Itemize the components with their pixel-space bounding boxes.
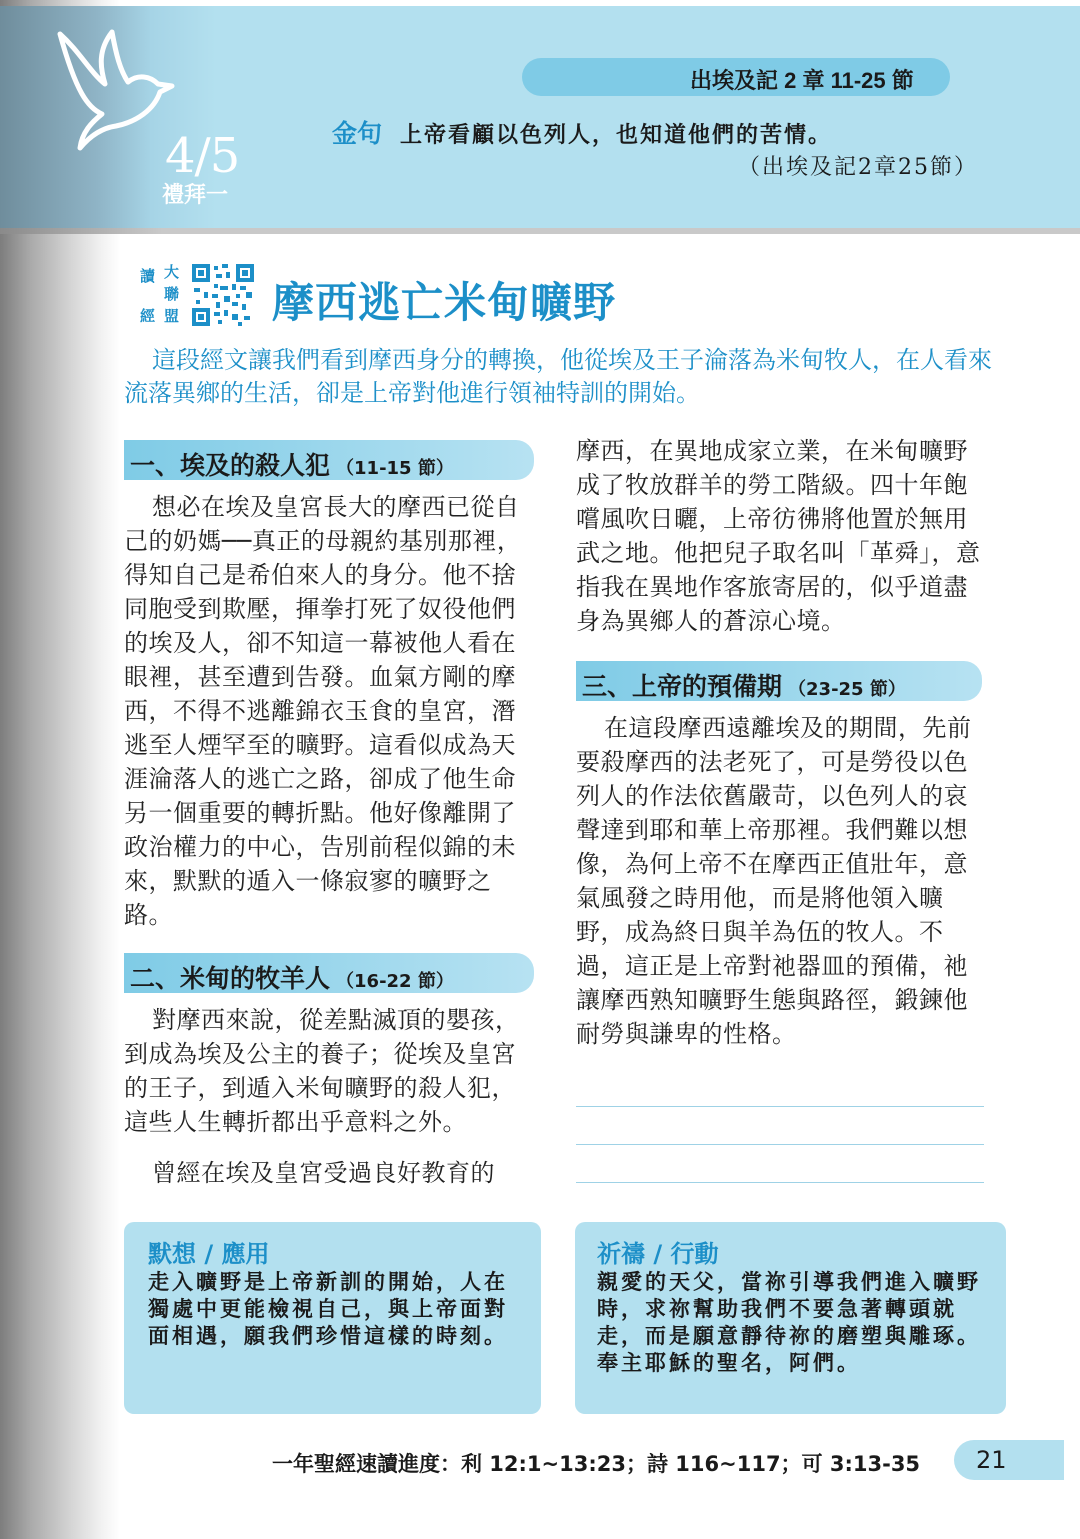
memory-verse-ref: （出埃及記2章25節）: [738, 155, 978, 180]
section-1-heading: [130, 446, 454, 482]
section-2-heading: [130, 959, 454, 995]
qr-label-char: 聯: [164, 285, 180, 303]
meditation-text: 走入曠野是上帝新訓的開始，人在獨處中更能檢視自己，與上帝面對面相遇，願我們珍惜這樣的時刻。: [148, 1269, 508, 1348]
section-1-body: 想必在埃及皇宮長大的摩西已從自己的奶媽──真正的母親約基別那裡，得知自己是希伯來人的身分。他不捨同胞受到欺壓，揮拳打死了奴役他們的埃及人，卻不知這一幕被他人看在眼裡，甚至遭到告發。血氣方剛的摩西，不得不逃離錦衣玉食的皇宮，潛逃至人煙罕至的曠野。這看似成為天涯淪落人的逃亡之路，卻成了他生命另一個重要的轉折點。他好像離開了政治權力的中心，告別前程似錦的未來，默默的遁入一條寂寥的曠野之路。: [124, 493, 522, 929]
reading-plan: 一年聖經速讀進度：利 12:1~13:23；詩 116~117；可 3:13-35: [272, 1452, 921, 1476]
page-title: 摩西逃亡米甸曠野: [272, 278, 617, 327]
section-3-body: 在這段摩西遠離埃及的期間，先前要殺摩西的法老死了，可是勞役以色列人的作法依舊嚴苛，以色列人的哀聲達到耶和華上帝那裡。我們難以想像，為何上帝不在摩西正值壯年，意氣風發之時用他，而是將他領入曠野，成為終日與羊為伍的牧人。不過，這正是上帝對祂器皿的預備，祂讓摩西熟知曠野生態與路徑，鍛鍊他耐勞與謙卑的性格。: [576, 714, 972, 1048]
qr-label: [138, 263, 188, 330]
note-line: [576, 1144, 984, 1145]
section-2-body-continued: 摩西，在異地成家立業，在米甸曠野成了牧放群羊的勞工階級。四十年飽嚐風吹日曬，上帝彷彿將他置於無用武之地。他把兒子取名叫「革舜」，意指我在異地作客旅寄居的，似乎道盡身為異鄉人的蒼涼心境。: [576, 437, 981, 635]
weekday: 禮拜一: [162, 183, 229, 208]
section-3-verses: （23-25 節）: [788, 679, 906, 700]
section-3-heading: [582, 667, 906, 703]
memory-verse-label: 金句: [332, 119, 383, 148]
section-2-verses: （16-22 節）: [336, 971, 454, 992]
intro-paragraph: 這段經文讓我們看到摩西身分的轉換，他從埃及王子淪落為米甸牧人，在人看來流落異鄉的生活，卻是上帝對他進行領袖特訓的開始。: [124, 346, 992, 407]
memory-verse: 上帝看顧以色列人，也知道他們的苦情。: [400, 122, 833, 148]
section-1-title: 一、埃及的殺人犯: [130, 451, 331, 480]
section-2-body: 對摩西來說，從差點滅頂的嬰孩，到成為埃及公主的養子；從埃及皇宮的王子，到遁入米甸曠野的殺人犯，這些人生轉折都出乎意料之外。: [124, 1006, 520, 1136]
section-1-verses: （11-15 節）: [336, 458, 454, 479]
qr-label-char: 經: [140, 307, 156, 325]
scripture-ref: 出埃及記 2 章 11-25 節: [690, 68, 914, 93]
header-divider: [0, 228, 1080, 234]
date: 4/5: [165, 128, 240, 184]
note-line: [576, 1182, 984, 1183]
section-2-body-2: 曾經在埃及皇宮受過良好教育的: [152, 1159, 495, 1187]
qr-label-char: 讀: [140, 267, 156, 285]
meditation-title: 默想 / 應用: [148, 1240, 270, 1268]
section-3-title: 三、上帝的預備期: [582, 672, 783, 701]
prayer-title: 祈禱 / 行動: [597, 1240, 719, 1268]
section-2-title: 二、米甸的牧羊人: [130, 964, 331, 993]
qr-code-icon[interactable]: [192, 264, 254, 326]
prayer-text: 親愛的天父，當祢引導我們進入曠野時，求祢幫助我們不要急著轉頭就走，而是願意靜待祢的磨塑與雕琢。奉主耶穌的聖名，阿們。: [597, 1269, 981, 1375]
dove-icon: [50, 22, 180, 152]
page-number-pill: [954, 1440, 1064, 1480]
page-number: 21: [976, 1446, 1007, 1474]
qr-label-char: 盟: [164, 307, 180, 325]
qr-label-char: 大: [164, 263, 180, 281]
note-line: [576, 1106, 984, 1107]
